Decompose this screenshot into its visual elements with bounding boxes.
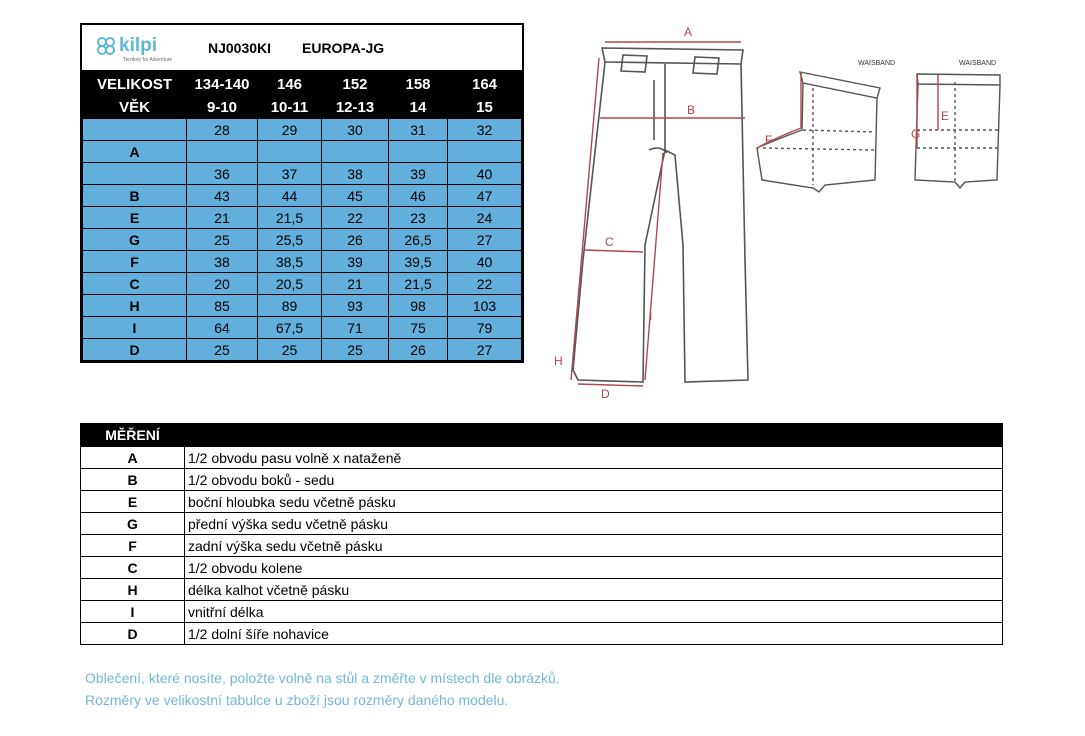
size-table [80,23,524,363]
size-cell [187,141,258,163]
size-cell: 38 [187,251,258,273]
label-c: C [605,235,614,249]
size-cell: 25,5 [258,229,322,251]
size-cell: 93 [322,295,389,317]
size-cell [448,141,522,163]
size-cell: 12-13 [322,96,389,119]
row-label: H [83,295,187,317]
size-cell: 75 [389,317,448,339]
label-e: E [941,109,950,123]
size-cell: 45 [322,185,389,207]
size-cell: 21,5 [258,207,322,229]
size-cell: 29 [258,119,322,141]
size-cell: 20,5 [258,273,322,295]
size-cell: 26 [389,339,448,361]
waistband-label-1: WAISBAND [858,60,896,67]
size-cell: 25 [187,339,258,361]
size-cell: 22 [448,273,522,295]
measurement-desc: 1/2 dolní šíře nohavice [185,623,1003,645]
size-cell: 36 [187,163,258,185]
measurement-desc: 1/2 obvodu pasu volně x nataženě [185,447,1003,469]
measurement-key: I [81,601,185,623]
measurement-row [81,535,1003,557]
svg-text:kilpi: kilpi [119,35,158,56]
row-label: I [83,317,187,339]
size-row [83,163,522,185]
measurement-desc: zadní výška sedu včetně pásku [185,535,1003,557]
row-label: G [83,229,187,251]
size-row [83,207,522,229]
size-row [83,229,522,251]
pants-diagram [545,20,1015,400]
svg-text:Territory for Adventure: Territory for Adventure [123,57,173,63]
size-table-header [82,25,522,72]
label-h: H [554,354,563,368]
label-f: F [765,133,773,147]
size-cell: 44 [258,185,322,207]
size-cell: 30 [322,119,389,141]
size-cell: 31 [389,119,448,141]
size-cell: 9-10 [187,96,258,119]
measurement-row [81,557,1003,579]
measurement-key: C [81,557,185,579]
size-grid [82,72,522,361]
size-cell: 38 [322,163,389,185]
row-label [83,163,187,185]
size-cell: 38,5 [258,251,322,273]
label-g: G [911,127,921,141]
size-cell: 39 [389,163,448,185]
size-row [83,251,522,273]
size-cell: 146 [258,73,322,96]
size-cell: 40 [448,251,522,273]
size-cell: 39,5 [389,251,448,273]
measurement-key: B [81,469,185,491]
measurement-key: H [81,579,185,601]
size-header-row [83,73,522,96]
size-cell: 39 [322,251,389,273]
note-2: Rozměry ve velikostní tabulce u zboží jsou rozměry daného modelu. [85,692,509,708]
size-cell [258,141,322,163]
measurement-desc: vnitřní délka [185,601,1003,623]
measurement-desc: boční hloubka sedu včetně pásku [185,491,1003,513]
size-cell: 26,5 [389,229,448,251]
measurement-key: G [81,513,185,535]
row-label: B [83,185,187,207]
size-cell: 46 [389,185,448,207]
size-cell: 98 [389,295,448,317]
size-cell: 37 [258,163,322,185]
size-cell: 40 [448,163,522,185]
size-cell: 64 [187,317,258,339]
size-cell: 27 [448,229,522,251]
kilpi-logo [92,31,182,65]
measurement-key: E [81,491,185,513]
size-cell: 27 [448,339,522,361]
measurement-title: MĚŘENÍ [81,424,185,447]
size-row [83,273,522,295]
note-1: Oblečení, které nosíte, položte volně na stůl a změřte v místech dle obrázků. [85,670,560,686]
size-cell: 25 [322,339,389,361]
size-cell: 71 [322,317,389,339]
size-cell: 152 [322,73,389,96]
measurement-row [81,579,1003,601]
size-row [83,141,522,163]
product-model: EUROPA-JG [302,40,385,56]
label-a: A [684,25,693,39]
size-cell: 21,5 [389,273,448,295]
measurement-row [81,601,1003,623]
measurement-key: A [81,447,185,469]
size-cell: 21 [187,207,258,229]
measurement-desc: přední výška sedu včetně pásku [185,513,1003,535]
size-cell: 25 [258,339,322,361]
measurement-row [81,469,1003,491]
size-cell: 67,5 [258,317,322,339]
measurement-key: D [81,623,185,645]
size-cell: 14 [389,96,448,119]
row-label [83,119,187,141]
size-cell: 85 [187,295,258,317]
measurement-desc: 1/2 obvodu boků - sedu [185,469,1003,491]
size-cell [322,141,389,163]
row-label: A [83,141,187,163]
size-row [83,185,522,207]
measurement-desc: 1/2 obvodu kolene [185,557,1003,579]
size-cell: 21 [322,273,389,295]
measurement-header [81,424,1003,447]
measurement-row [81,447,1003,469]
size-cell: 32 [448,119,522,141]
size-cell: 134-140 [187,73,258,96]
label-d: D [601,387,610,400]
measurement-row [81,491,1003,513]
waistband-label-2: WAISBAND [959,60,997,67]
size-cell: 25 [187,229,258,251]
size-cell: 89 [258,295,322,317]
measurement-key: F [81,535,185,557]
row-label: E [83,207,187,229]
measurement-row [81,513,1003,535]
size-row [83,317,522,339]
size-cell: 103 [448,295,522,317]
age-header-row [83,96,522,119]
product-code: NJ0030KI [208,40,272,56]
measurement-table [80,423,1003,645]
label-i: I [649,309,653,323]
size-cell: 20 [187,273,258,295]
label-b: B [687,103,696,117]
size-cell: 47 [448,185,522,207]
size-cell [389,141,448,163]
measurement-row [81,623,1003,645]
row-label: VĚK [83,96,187,119]
size-cell: 26 [322,229,389,251]
size-cell: 10-11 [258,96,322,119]
row-label: C [83,273,187,295]
size-cell: 28 [187,119,258,141]
row-label: VELIKOST [83,73,187,96]
size-cell: 43 [187,185,258,207]
size-cell: 164 [448,73,522,96]
size-cell: 15 [448,96,522,119]
size-cell: 79 [448,317,522,339]
row-label: F [83,251,187,273]
size-cell: 23 [389,207,448,229]
size-row [83,119,522,141]
size-row [83,339,522,361]
size-cell: 158 [389,73,448,96]
size-cell: 22 [322,207,389,229]
measurement-desc: délka kalhot včetně pásku [185,579,1003,601]
row-label: D [83,339,187,361]
size-cell: 24 [448,207,522,229]
size-row [83,295,522,317]
